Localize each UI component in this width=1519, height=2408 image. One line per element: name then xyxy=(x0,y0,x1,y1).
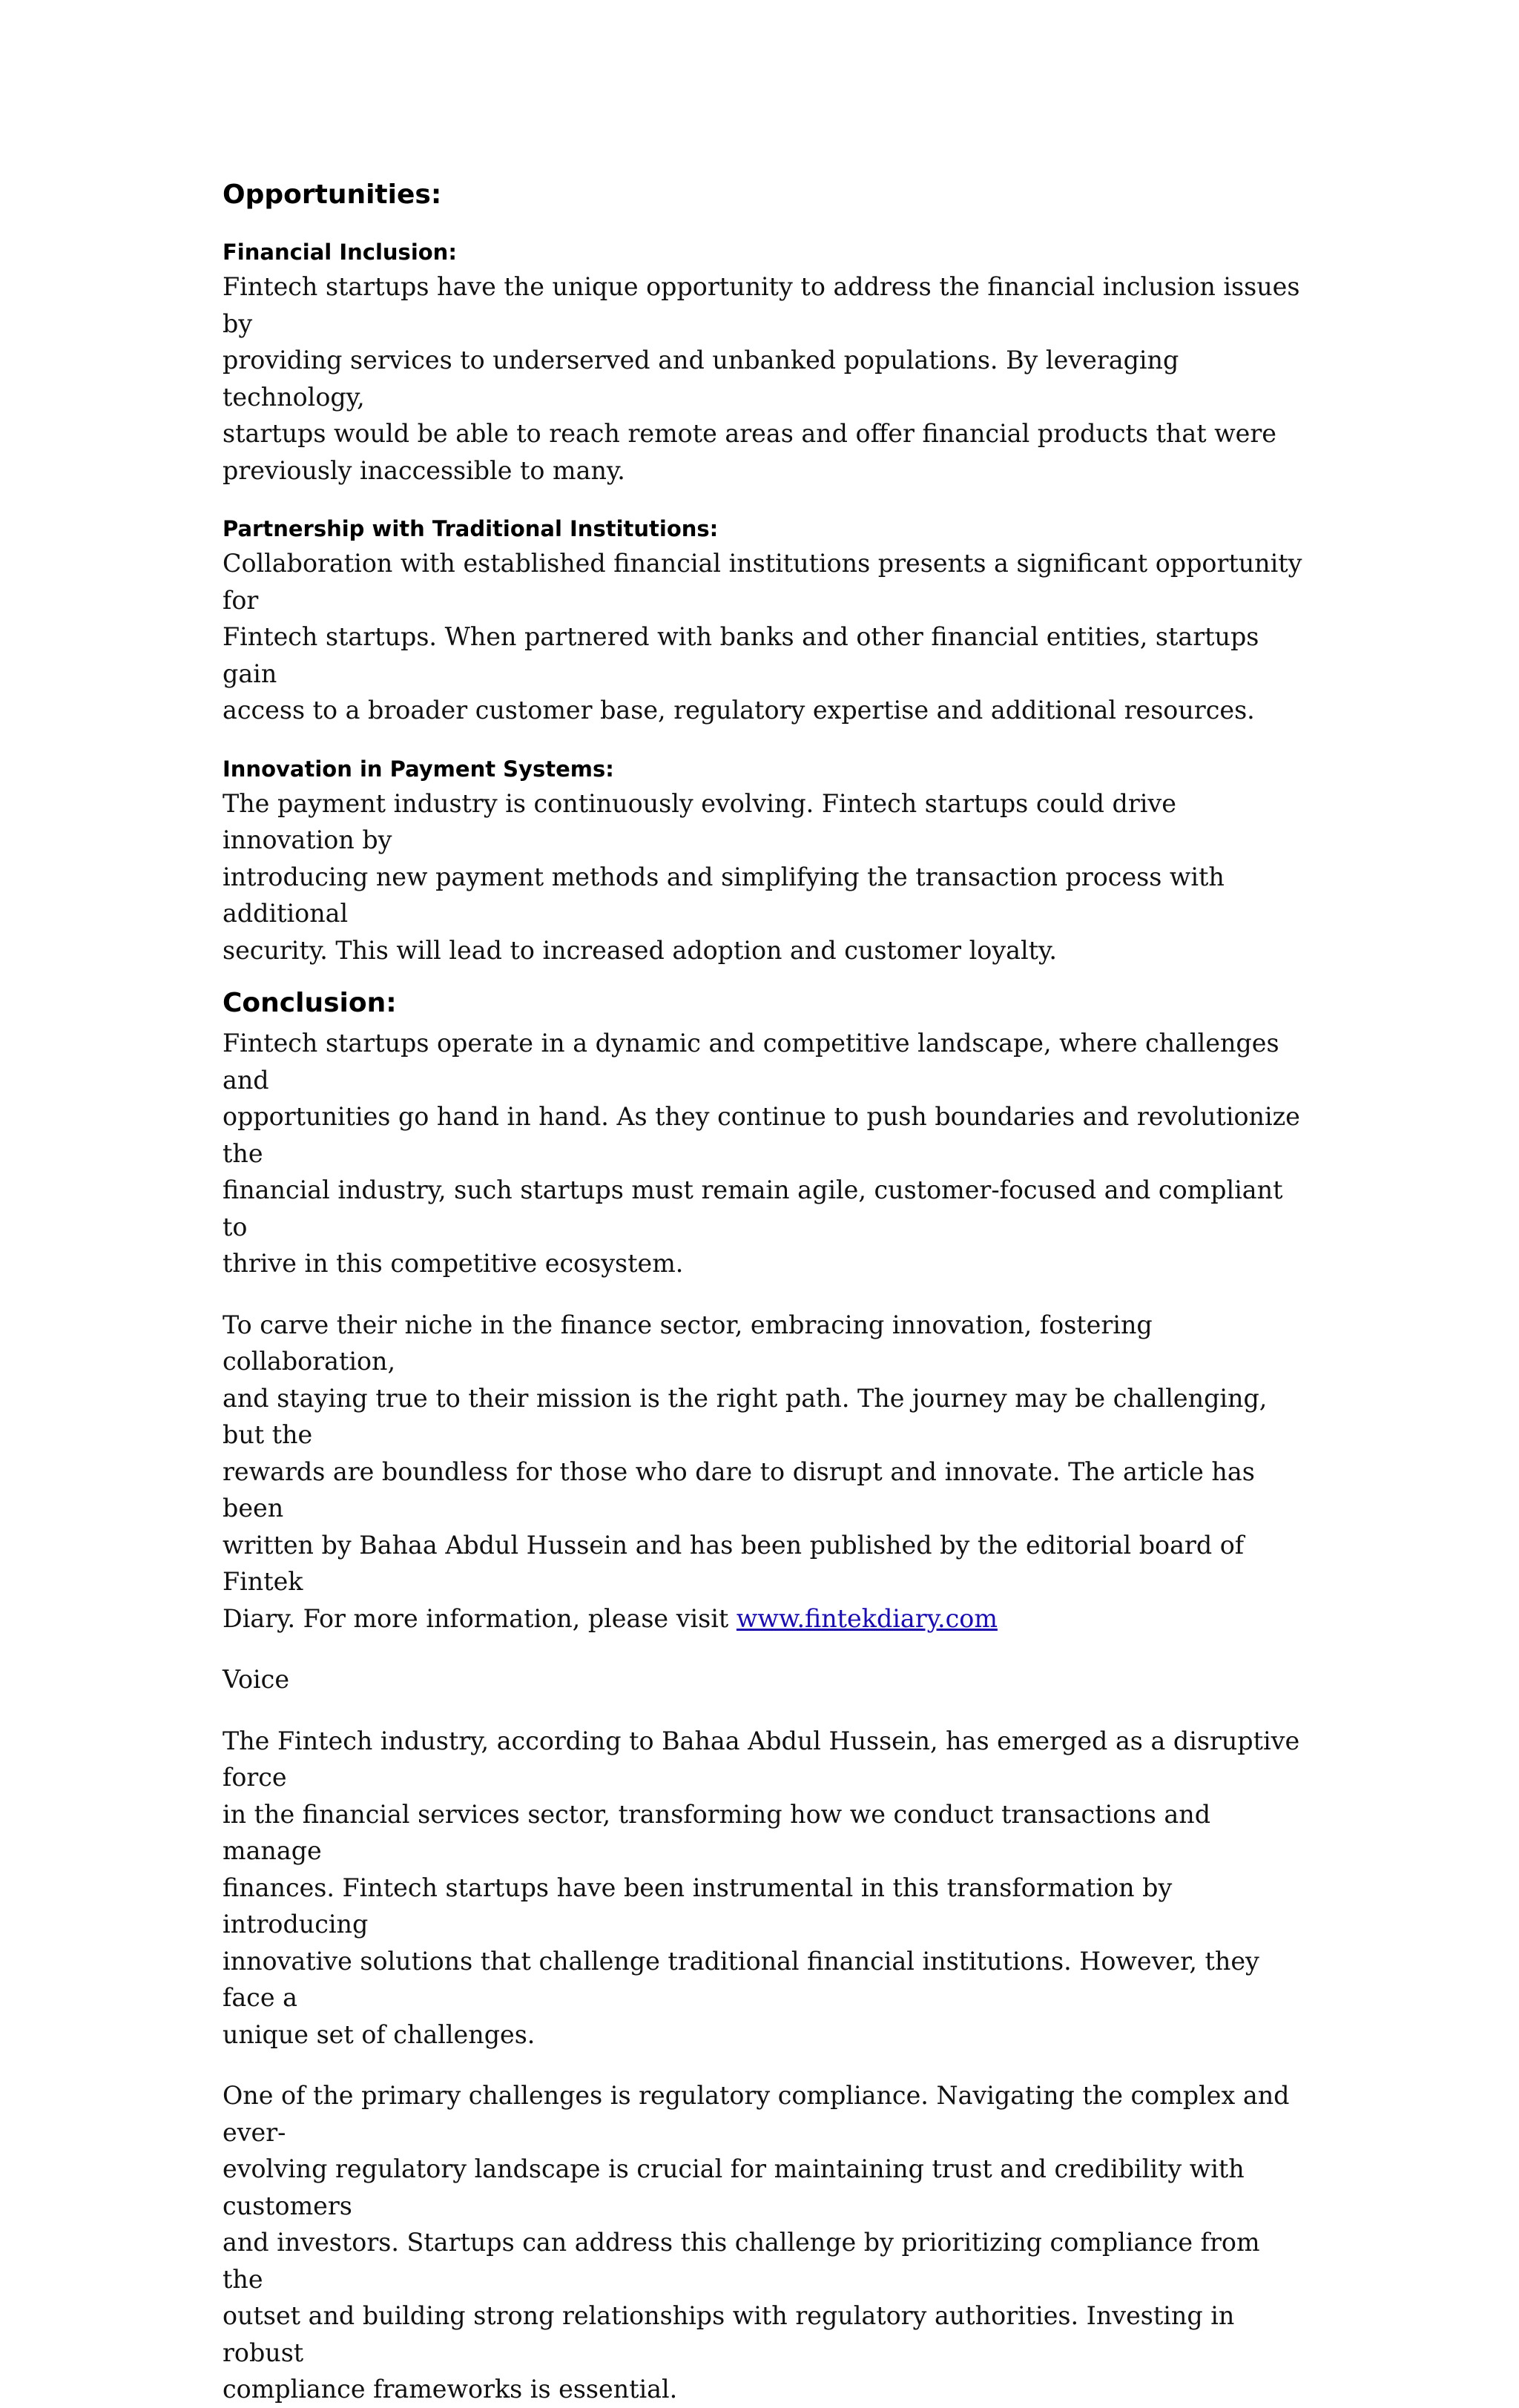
text-line: in the financial services sector, transforming how we conduct transactions and manage xyxy=(223,1799,1211,1865)
partnership-text xyxy=(223,545,1305,729)
text-line: introducing new payment methods and simplifying the transaction process with additional xyxy=(223,862,1225,928)
voice-paragraph-2 xyxy=(223,2077,1305,2408)
text-line: One of the primary challenges is regulatory compliance. Navigating the complex and ever- xyxy=(223,2081,1290,2147)
payment-innovation-section xyxy=(223,753,1305,969)
voice-label: Voice xyxy=(223,1665,290,1694)
text-line: and investors. Startups can address this challenge by prioritizing compliance from the xyxy=(223,2228,1260,2294)
text-line: Fintech startups have the unique opportunity to address the financial inclusion issues by xyxy=(223,272,1300,338)
text-line: written by Bahaa Abdul Hussein and has been published by the editorial board of Fintek xyxy=(223,1530,1245,1596)
text-line: startups would be able to reach remote areas and offer financial products that were xyxy=(223,419,1277,448)
partnership-title: Partnership with Traditional Institutions: xyxy=(223,516,719,541)
text-line: Fintech startups operate in a dynamic and competitive landscape, where challenges and xyxy=(223,1029,1279,1095)
text-line: The Fintech industry, according to Bahaa Abdul Hussein, has emerged as a disruptive force xyxy=(223,1726,1300,1792)
text-line: and staying true to their mission is the right path. The journey may be challenging, but the xyxy=(223,1383,1268,1449)
text-line: access to a broader customer base, regulatory expertise and additional resources. xyxy=(223,696,1255,725)
text-line: compliance frameworks is essential. xyxy=(223,2375,678,2404)
text-line: To carve their niche in the finance sector, embracing innovation, fostering collaboration, xyxy=(223,1310,1153,1376)
text-line: previously inaccessible to many. xyxy=(223,455,625,485)
text-line: evolving regulatory landscape is crucial for maintaining trust and credibility with customers xyxy=(223,2154,1245,2220)
financial-inclusion-text xyxy=(223,268,1305,489)
voice-paragraph-1 xyxy=(223,1723,1305,2054)
payment-innovation-title: Innovation in Payment Systems: xyxy=(223,756,614,782)
payment-innovation-text xyxy=(223,785,1305,969)
document-body xyxy=(223,177,1305,2408)
partnership-section xyxy=(223,512,1305,729)
text-line: opportunities go hand in hand. As they continue to push boundaries and revolutionize the xyxy=(223,1102,1300,1168)
conclusion-paragraph-2 xyxy=(223,1307,1305,1637)
text-line: outset and building strong relationships with regulatory authorities. Investing in robust xyxy=(223,2301,1235,2367)
conclusion-heading: Conclusion: xyxy=(223,988,397,1018)
text-line: The payment industry is continuously evolving. Fintech startups could drive innovation by xyxy=(223,788,1176,854)
text-line: innovative solutions that challenge traditional financial institutions. However, they face a xyxy=(223,1946,1259,2012)
text-line: Fintech startups. When partnered with banks and other financial entities, startups gain xyxy=(223,622,1259,688)
text-line: providing services to underserved and unbanked populations. By leveraging technology, xyxy=(223,346,1179,412)
text-line: Collaboration with established financial institutions presents a significant opportunity for xyxy=(223,549,1302,615)
financial-inclusion-title: Financial Inclusion: xyxy=(223,240,457,265)
financial-inclusion-section xyxy=(223,236,1305,489)
text-line: security. This will lead to increased adoption and customer loyalty. xyxy=(223,935,1057,965)
text-line: thrive in this competitive ecosystem. xyxy=(223,1249,684,1278)
conclusion-paragraph-1 xyxy=(223,1025,1305,1282)
text-line: financial industry, such startups must remain agile, customer-focused and compliant to xyxy=(223,1175,1283,1241)
opportunities-heading: Opportunities: xyxy=(223,179,442,210)
fintekdiary-link[interactable]: www.fintekdiary.com xyxy=(736,1603,998,1633)
text-line: unique set of challenges. xyxy=(223,2019,536,2049)
text-line: rewards are boundless for those who dare to disrupt and innovate. The article has been xyxy=(223,1457,1255,1523)
text-line: finances. Fintech startups have been instrumental in this transformation by introducing xyxy=(223,1873,1173,1939)
text-line: Diary. For more information, please visit xyxy=(223,1603,737,1633)
